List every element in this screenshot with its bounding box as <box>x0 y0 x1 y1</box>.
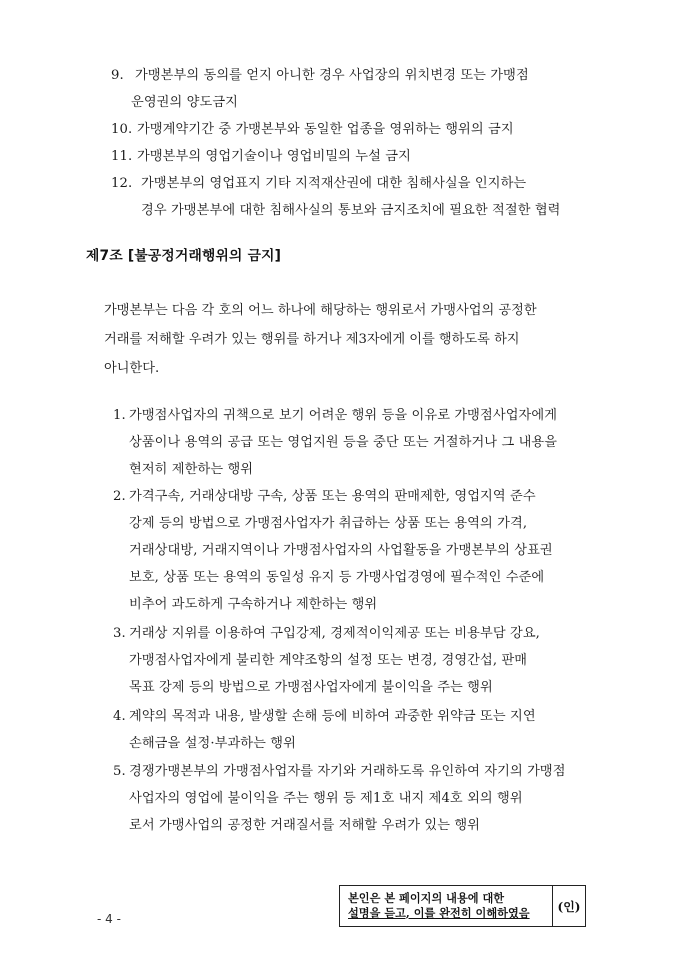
seal-field[interactable]: (인) <box>557 899 581 914</box>
clause-10 <box>111 116 514 143</box>
item-line: 계약의 목적과 내용, 발생할 손해 등에 비하여 과중한 위약금 또는 지연 <box>129 709 536 724</box>
confirmation-statement <box>340 886 553 926</box>
clause-number: 10. <box>111 122 133 137</box>
intro-line: 가맹본부는 다음 각 호의 어느 하나에 해당하는 행위로서 가맹사업의 공정한 <box>104 303 537 318</box>
item-1 <box>113 402 557 483</box>
item-number: 1. <box>113 408 126 423</box>
clause-12 <box>111 170 561 224</box>
clause-line: 운영권의 양도금지 <box>131 95 239 110</box>
item-line: 비추어 과도하게 구속하거나 제한하는 행위 <box>129 597 378 612</box>
confirmation-box <box>339 885 586 927</box>
item-line: 강제 등의 방법으로 가맹점사업자가 취급하는 상품 또는 용역의 가격, <box>129 516 528 531</box>
item-line: 사업자의 영업에 불이익을 주는 행위 등 제1호 내지 제4호 외의 행위 <box>129 791 523 806</box>
section-intro <box>104 296 537 383</box>
item-line: 가격구속, 거래상대방 구속, 상품 또는 용역의 판매제한, 영업지역 준수 <box>129 489 536 504</box>
item-line: 거래상대방, 거래지역이나 가맹점사업자의 사업활동을 가맹본부의 상표권 <box>129 543 553 558</box>
confirmation-line-1: 본인은 본 페이지의 내용에 대한 <box>348 891 505 905</box>
item-number: 5. <box>113 764 126 779</box>
item-line: 목표 강제 등의 방법으로 가맹점사업자에게 불이익을 주는 행위 <box>129 680 493 695</box>
item-line: 경쟁가맹본부의 가맹점사업자를 자기와 거래하도록 유인하여 자기의 가맹점 <box>129 764 566 779</box>
intro-line: 거래를 저해할 우려가 있는 행위를 하거나 제3자에게 이를 행하도록 하지 <box>104 332 520 347</box>
item-2 <box>113 483 553 618</box>
item-number: 2. <box>113 489 126 504</box>
item-line: 상품이나 용역의 공급 또는 영업지원 등을 중단 또는 거절하거나 그 내용을 <box>129 435 558 450</box>
intro-line: 아니한다. <box>104 361 160 376</box>
item-line: 보호, 상품 또는 용역의 동일성 유지 등 가맹사업경영에 필수적인 수준에 <box>129 570 545 585</box>
clause-line: 가맹계약기간 중 가맹본부와 동일한 업종을 영위하는 행위의 금지 <box>137 122 514 137</box>
item-line: 로서 가맹사업의 공정한 거래질서를 저해할 우려가 있는 행위 <box>129 818 481 833</box>
item-number: 4. <box>113 709 126 724</box>
clause-number: 9. <box>111 68 124 83</box>
item-line: 거래상 지위를 이용하여 구입강제, 경제적이익제공 또는 비용부담 강요, <box>129 626 540 641</box>
clause-line: 가맹본부의 동의를 얻지 아니한 경우 사업장의 위치변경 또는 가맹점 <box>135 68 529 83</box>
section-title: 제7조 [불공정거래행위의 금지] <box>86 248 282 264</box>
confirmation-line-2: 설명을 듣고, 이를 완전히 이해하였음 <box>348 906 530 920</box>
clause-line: 가맹본부의 영업표지 기타 지적재산권에 대한 침해사실을 인지하는 <box>141 176 527 191</box>
clause-line: 경우 가맹본부에 대한 침해사실의 통보와 금지조치에 필요한 적절한 협력 <box>141 203 561 218</box>
clause-11 <box>111 143 411 170</box>
clause-number: 11. <box>111 149 133 164</box>
clause-line: 가맹본부의 영업기술이나 영업비밀의 누설 금지 <box>137 149 411 164</box>
item-line: 가맹점사업자에게 불리한 계약조항의 설정 또는 변경, 경영간섭, 판매 <box>129 653 528 668</box>
item-line: 가맹점사업자의 귀책으로 보기 어려운 행위 등을 이유로 가맹점사업자에게 <box>129 408 558 423</box>
clause-number: 12. <box>111 176 133 191</box>
item-4 <box>113 703 536 757</box>
clause-9 <box>111 62 529 116</box>
item-5 <box>113 758 566 839</box>
item-line: 현저히 제한하는 행위 <box>129 462 254 477</box>
item-line: 손해금을 설정·부과하는 행위 <box>129 736 296 751</box>
page-number: - 4 - <box>97 912 121 926</box>
item-3 <box>113 620 540 701</box>
item-number: 3. <box>113 626 126 641</box>
